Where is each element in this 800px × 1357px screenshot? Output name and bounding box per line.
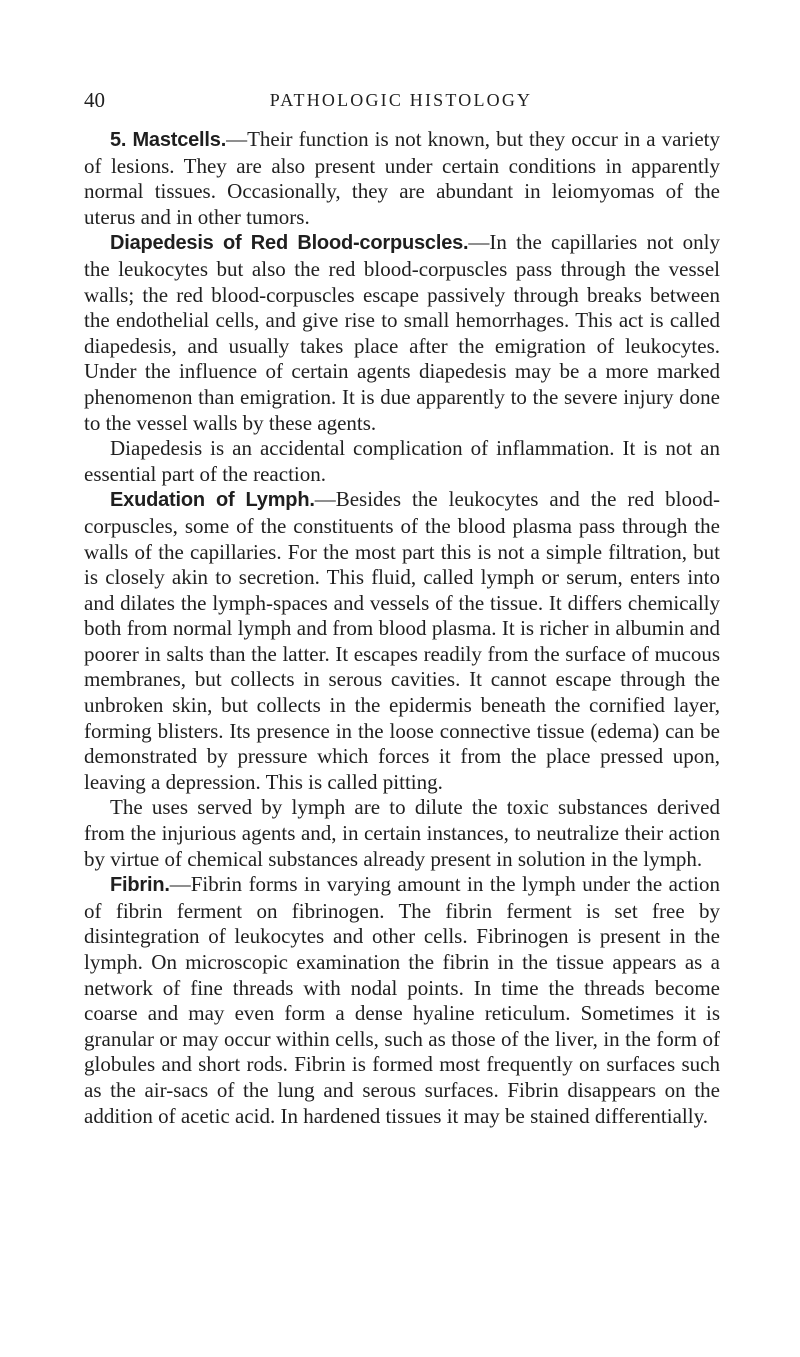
paragraph-text: The uses served by lymph are to dilute the toxic substances derived from the injurious agents and, in certain instances, to neutralize their action by virtue of chemical substances already present in solution in the lymph. xyxy=(84,795,720,871)
paragraph-diapedesis xyxy=(84,230,720,436)
paragraph-heading: 5. Mastcells. xyxy=(110,129,227,151)
paragraph-fibrin xyxy=(84,872,720,1129)
paragraph-text: —Besides the leukocytes and the red blood-corpuscles, some of the constituents of the blood plasma pass through the walls of the capillaries. For the most part this is not a simple filtration, but is closely akin to secretion. This fluid, called lymph or serum, enters into and dilates the lymph-spaces and vessels of the tissue. It differs chemically both from normal lymph and from blood plasma. It is richer in albumin and poorer in salts than the latter. It escapes readily from the surface of mucous membranes, but collects in serous cavities. It cannot escape through the unbroken skin, but collects in the epidermis beneath the cornified layer, forming blisters. Its presence in the loose connective tissue (edema) can be demonstrated by pressure which forces it from the place pressed upon, leaving a depression. This is called pitting. xyxy=(84,487,721,794)
page-number: 40 xyxy=(84,88,105,112)
paragraph-text: —Fibrin forms in varying amount in the lymph under the action of fibrin ferment on fibrinogen. The fibrin ferment is set free by disintegration of leukocytes and other cells. Fibrinogen is present in the lymph. On microscopic examination the fibrin in the tissue appears as a network of fine threads with nodal points. In time the threads become coarse and may even form a dense hyaline reticulum. Sometimes it is granular or may occur within cells, such as those of the liver, in the form of globules and short rods. Fibrin is formed most frequently on surfaces such as the air-sacs of the lung and serous surfaces. Fibrin disappears on the addition of acetic acid. In hardened tissues it may be stained differentially. xyxy=(84,872,720,1128)
paragraph-heading: Diapedesis of Red Blood-corpuscles. xyxy=(110,232,469,255)
paragraph-exudation-of-lymph xyxy=(84,487,720,795)
paragraph-text: —Their function is not known, but they occur in a variety of lesions. They are also present under certain conditions in apparently normal tissues. Occasionally, they are abundant in leiomyomas of the uterus and in other tumors. xyxy=(84,127,720,229)
page-header xyxy=(84,88,718,112)
paragraph-diapedesis-note xyxy=(84,436,720,487)
paragraph-heading: Fibrin. xyxy=(110,874,170,897)
paragraph-heading: Exudation of Lymph. xyxy=(110,489,315,512)
paragraph-text: Diapedesis is an accidental complication of inflammation. It is not an essential part of the reaction. xyxy=(84,436,720,486)
paragraph-text: —In the capillaries not only the leukocytes but also the red blood-corpuscles pass through the vessel walls; the red blood-corpuscles escape passively through breaks between the endothelial cells, and give rise to small hemorrhages. This act is called diapedesis, and usually takes place after the emigration of leukocytes. Under the influence of certain agents diapedesis may be a more marked phenomenon than emigration. It is due apparently to the severe injury done to the vessel walls by these agents. xyxy=(84,230,720,435)
paragraph-lymph-uses xyxy=(84,795,720,872)
running-head: PATHOLOGIC HISTOLOGY xyxy=(269,90,533,110)
body-text xyxy=(84,127,720,1129)
paragraph-mastcells xyxy=(84,127,720,230)
